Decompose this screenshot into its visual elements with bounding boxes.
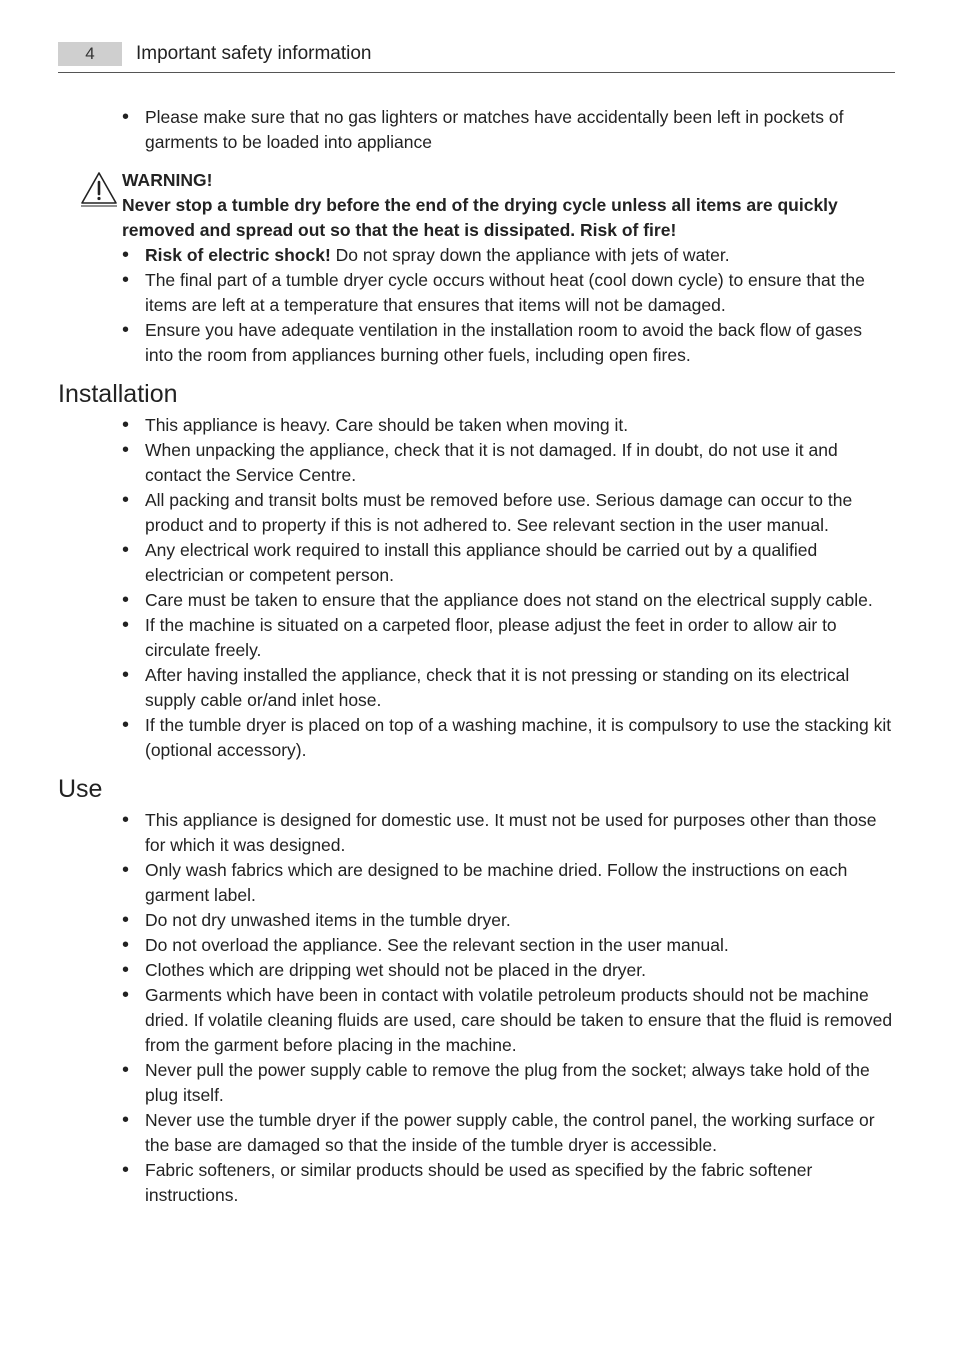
list-item: • Please make sure that no gas lighters or matches have accidentally been left in pockets of garments to be loaded into appliance [58, 105, 895, 155]
use-list [58, 808, 895, 1208]
list-item: • All packing and transit bolts must be removed before use. Serious damage can occur to the product and to property if this is not adhered to. See relevant section in the user manual. [58, 488, 895, 538]
list-item: • This appliance is heavy. Care should be taken when moving it. [58, 413, 895, 438]
warning-block [58, 168, 895, 368]
list-item: • After having installed the appliance, check that it is not pressing or standing on its electrical supply cable or/and inlet hose. [58, 663, 895, 713]
warning-list [122, 243, 895, 368]
list-item-text: The final part of a tumble dryer cycle occurs without heat (cool down cycle) to ensure that the items are left at a temperature that ensures that items will not be damaged. [145, 270, 865, 315]
list-item-text: Do not spray down the appliance with jets of water. [330, 245, 730, 265]
list-item: • Only wash fabrics which are designed to be machine dried. Follow the instructions on each garment label. [58, 858, 895, 908]
page-header [58, 40, 895, 73]
section-heading-use: Use [58, 775, 103, 803]
installation-list [58, 413, 895, 763]
list-item: • Garments which have been in contact with volatile petroleum products should not be machine dried. If volatile cleaning fluids are used, care should be taken to ensure that the fluid is removed from the garment before placing in the machine. [58, 983, 895, 1058]
warning-triangle-icon [79, 170, 119, 208]
page-number: 4 [58, 42, 122, 66]
intro-list [58, 105, 895, 155]
page-content [58, 105, 895, 1208]
list-item: • Do not overload the appliance. See the relevant section in the user manual. [58, 933, 895, 958]
list-item: • Clothes which are dripping wet should not be placed in the dryer. [58, 958, 895, 983]
list-item: • If the machine is situated on a carpeted floor, please adjust the feet in order to allow air to circulate freely. [58, 613, 895, 663]
list-item: • Never pull the power supply cable to remove the plug from the socket; always take hold of the plug itself. [58, 1058, 895, 1108]
list-item: • Do not dry unwashed items in the tumble dryer. [58, 908, 895, 933]
list-item [122, 318, 895, 368]
warning-title: WARNING! [122, 170, 213, 190]
list-item [122, 268, 895, 318]
section-heading-installation: Installation [58, 380, 178, 408]
header-title: Important safety information [136, 43, 372, 64]
list-item: • If the tumble dryer is placed on top of a washing machine, it is compulsory to use the stacking kit (optional accessory). [58, 713, 895, 763]
list-item: • Care must be taken to ensure that the appliance does not stand on the electrical supply cable. [58, 588, 895, 613]
warning-text: Never stop a tumble dry before the end of the drying cycle unless all items are quickly removed and spread out so that the heat is dissipated. Risk of fire! [122, 195, 838, 240]
list-item-lead: Risk of electric shock! [145, 245, 331, 265]
list-item: • Fabric softeners, or similar products should be used as specified by the fabric softener instructions. [58, 1158, 895, 1208]
list-item: • Any electrical work required to install this appliance should be carried out by a qualified electrician or competent person. [58, 538, 895, 588]
list-item: • When unpacking the appliance, check that it is not damaged. If in doubt, do not use it and contact the Service Centre. [58, 438, 895, 488]
list-item-text: Ensure you have adequate ventilation in the installation room to avoid the back flow of gases into the room from appliances burning other fuels, including open fires. [145, 320, 862, 365]
list-item: • Never use the tumble dryer if the power supply cable, the control panel, the working surface or the base are damaged so that the inside of the tumble dryer is accessible. [58, 1108, 895, 1158]
list-item [122, 243, 895, 268]
list-item: • This appliance is designed for domestic use. It must not be used for purposes other than those for which it was designed. [58, 808, 895, 858]
